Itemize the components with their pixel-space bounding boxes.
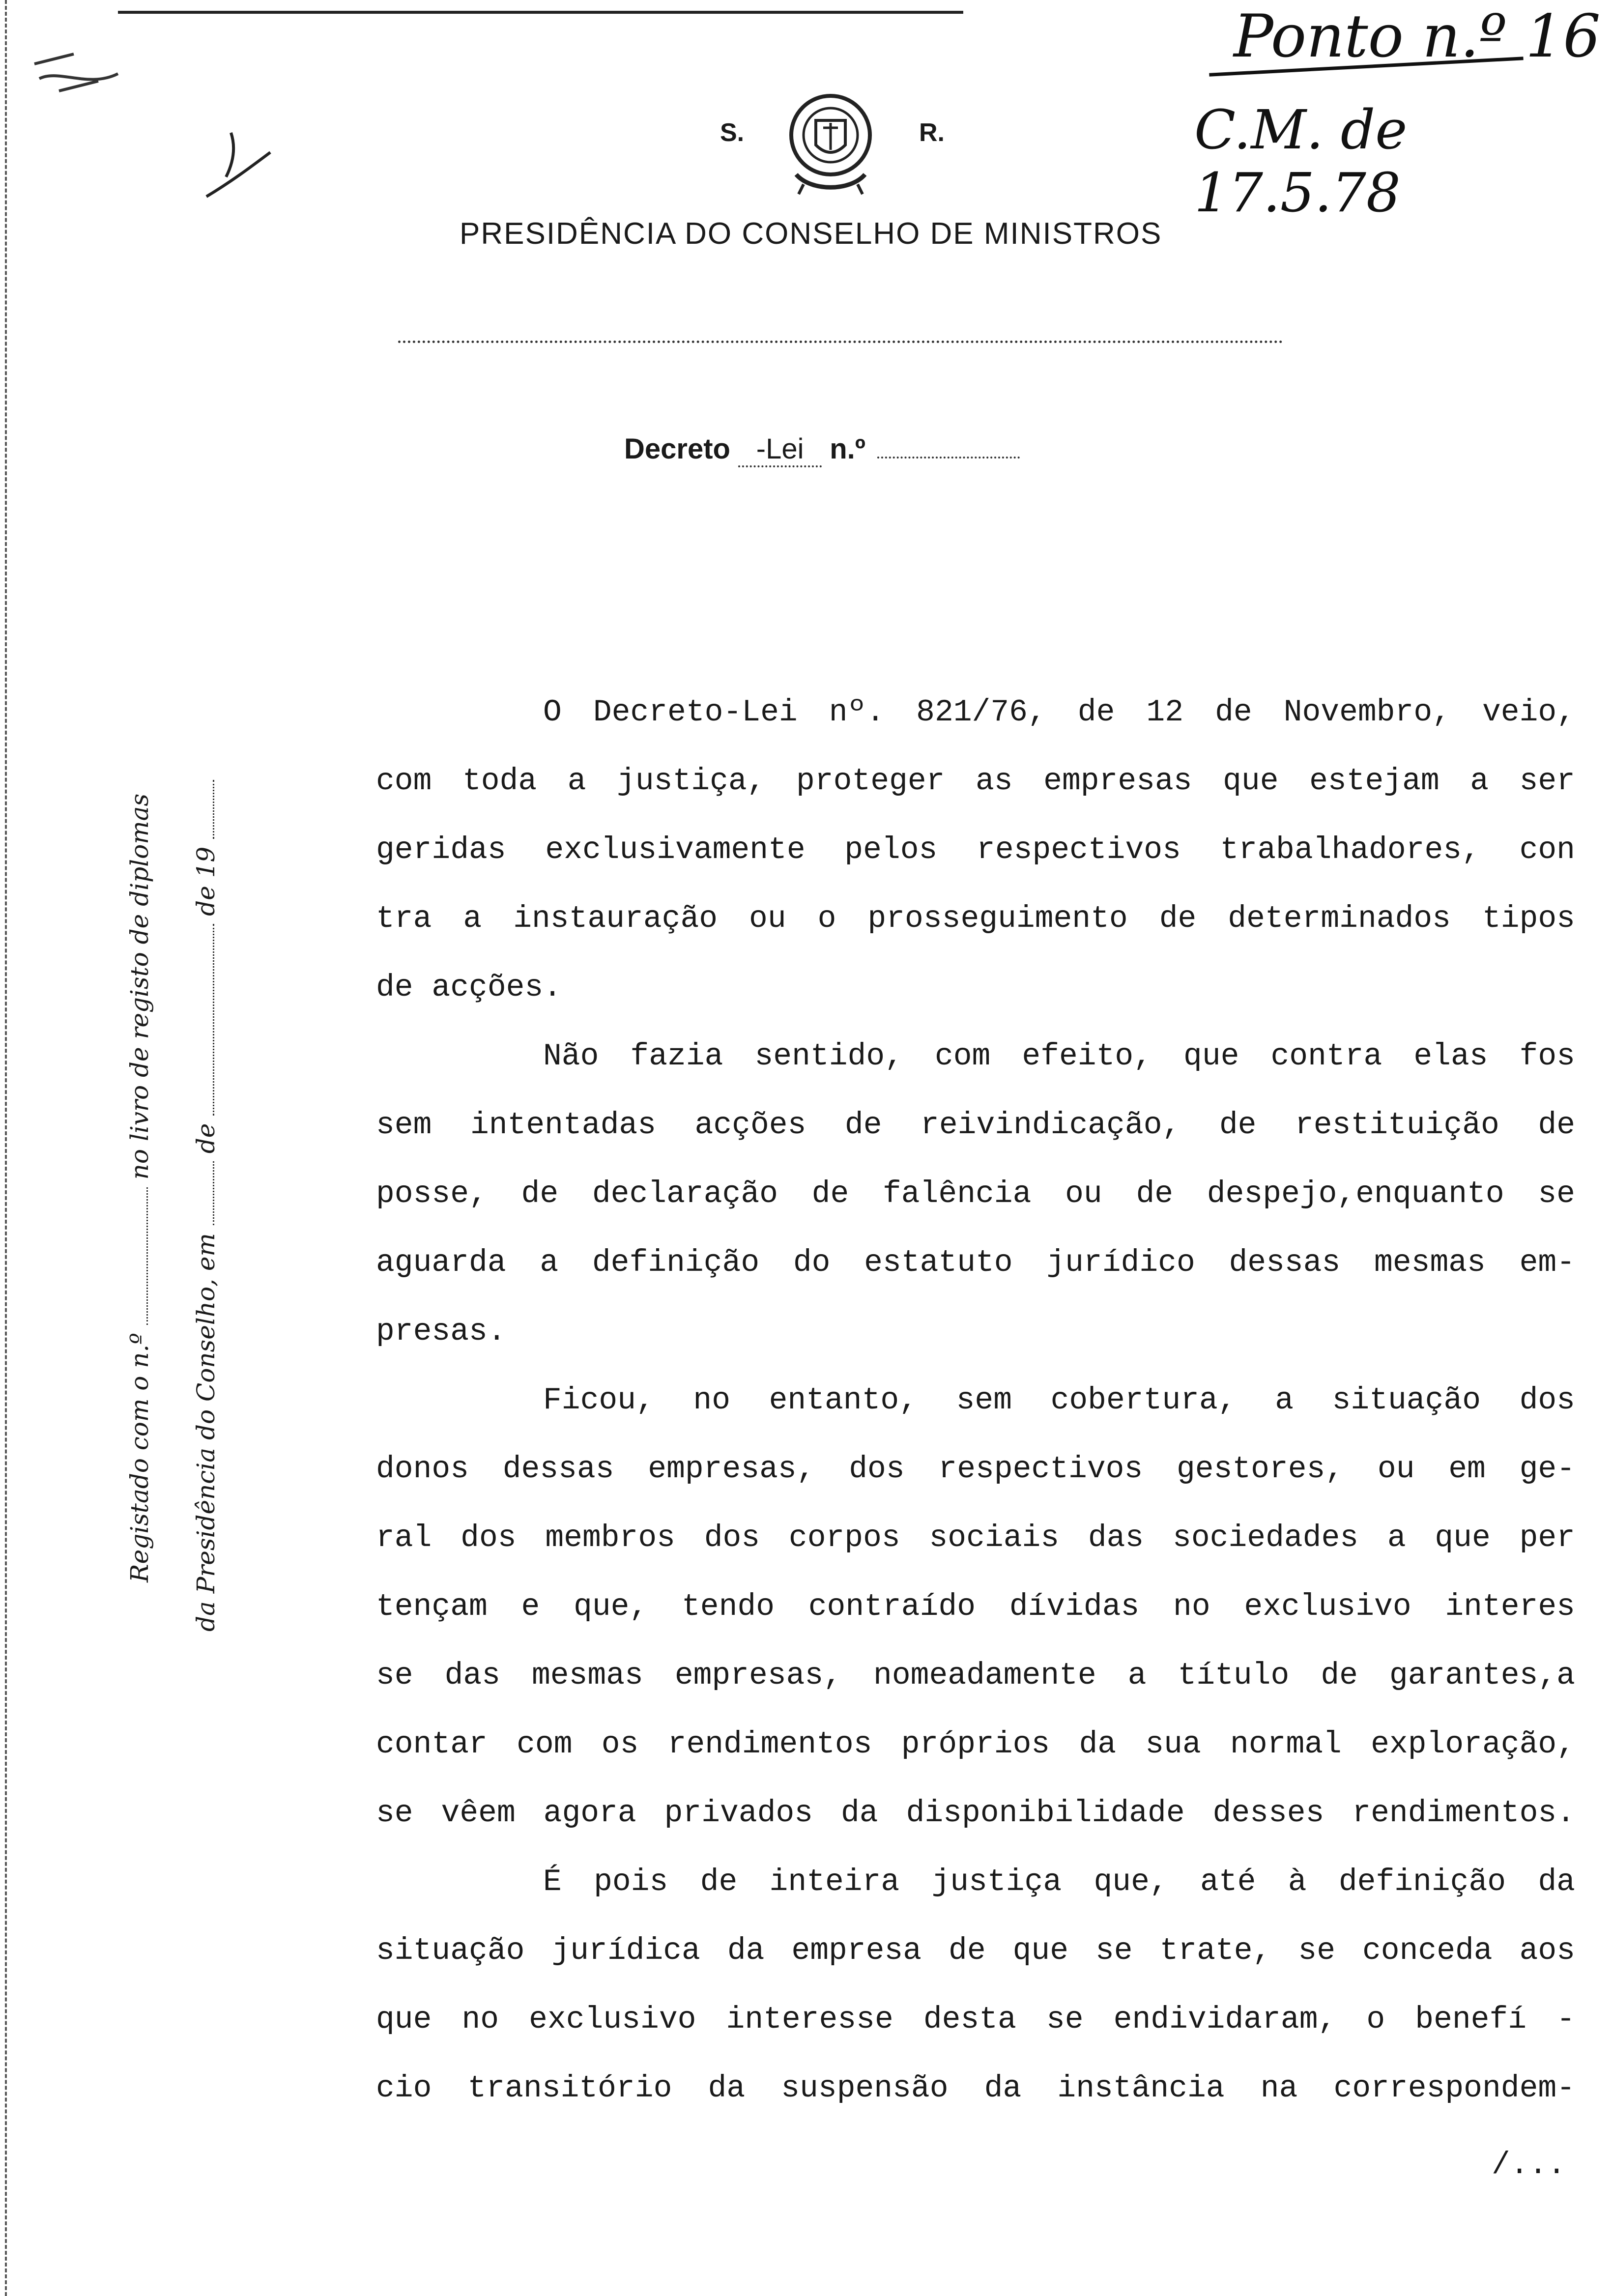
header-s-letter: S. xyxy=(720,118,745,147)
paragraph-2 xyxy=(376,1022,1575,1366)
registration-month-blank xyxy=(213,924,214,1116)
text-line: posse, de declaração de falência ou de despejo,enquanto se xyxy=(376,1177,1575,1211)
text-line: ral dos membros dos corpos sociais das sociedades a que per xyxy=(376,1521,1575,1555)
decree-heading xyxy=(624,432,1020,467)
registration-note-line-1 xyxy=(125,794,154,1582)
paragraph-4 xyxy=(376,1848,1575,2123)
page-left-edge xyxy=(5,0,7,2296)
registration-note-text: da Presidência do Conselho, em xyxy=(192,1233,220,1632)
text-line: sem intentadas acções de reivindicação, de restituição de xyxy=(376,1108,1575,1143)
handwritten-annotation-ponto: Ponto n.º 16 xyxy=(1234,2,1601,71)
text-line: que no exclusivo interesse desta se endividaram, o benefí - xyxy=(376,2002,1575,2037)
continuation-mark: /... xyxy=(1492,2148,1566,2182)
registration-day-blank xyxy=(213,1161,214,1225)
text-line: situação jurídica da empresa de que se trate, se conceda aos xyxy=(376,1933,1575,1968)
text-line: se das mesmas empresas, nomeadamente a título de garantes,a xyxy=(376,1658,1575,1693)
registration-year-blank xyxy=(213,780,214,839)
coat-of-arms-icon xyxy=(781,86,880,199)
text-line: com toda a justiça, proteger as empresas que estejam a ser xyxy=(376,764,1575,799)
registration-note-line-2 xyxy=(192,780,220,1632)
text-line: de acções. xyxy=(376,970,562,1005)
text-line: tençam e que, tendo contraído dívidas no exclusivo interes xyxy=(376,1589,1575,1624)
text-line: Ficou, no entanto, sem cobertura, a situação dos xyxy=(543,1383,1575,1418)
paragraph-3 xyxy=(376,1366,1575,1848)
handwritten-mark-icon xyxy=(29,44,128,113)
page-title: PRESIDÊNCIA DO CONSELHO DE MINISTROS xyxy=(460,217,1162,251)
text-line: aguarda a definição do estatuto jurídico dessas mesmas em- xyxy=(376,1245,1575,1280)
registration-note-text: de 19 xyxy=(192,846,220,916)
text-line: cio transitório da suspensão da instância na correspondem- xyxy=(376,2071,1575,2106)
decree-body xyxy=(376,678,1575,2123)
text-line: donos dessas empresas, dos respectivos gestores, ou em ge- xyxy=(376,1452,1575,1487)
decree-number-blank xyxy=(877,457,1020,459)
decree-label: Decreto xyxy=(624,433,730,465)
text-line: geridas exclusivamente pelos respectivos trabalhadores, con xyxy=(376,832,1575,867)
dotted-separator xyxy=(398,341,1283,343)
text-line: se vêem agora privados da disponibilidade desses rendimentos. xyxy=(376,1796,1575,1831)
registration-note-text: Registado com o n.º xyxy=(125,1333,154,1582)
registration-note-text: de xyxy=(192,1123,220,1154)
text-line: É pois de inteira justiça que, até à definição da xyxy=(543,1865,1575,1899)
handwritten-annotation-date: C.M. de 17.5.78 xyxy=(1194,98,1408,224)
handwritten-tick-icon xyxy=(197,128,275,206)
text-line: Não fazia sentido, com efeito, que contra elas fos xyxy=(543,1039,1575,1074)
text-line: tra a instauração ou o prosseguimento de determinados tipos xyxy=(376,901,1575,936)
text-line: O Decreto-Lei nº. 821/76, de 12 de Novembro, veio, xyxy=(543,695,1575,730)
decree-number-label: n.º xyxy=(830,433,865,465)
top-rule xyxy=(118,11,963,14)
decree-type: -Lei xyxy=(738,432,822,467)
paragraph-1 xyxy=(376,678,1575,1022)
text-line: contar com os rendimentos próprios da sua normal exploração, xyxy=(376,1727,1575,1762)
registration-number-blank xyxy=(146,1187,148,1325)
registration-note-text: no livro de registo de diplomas xyxy=(125,793,154,1180)
header-r-letter: R. xyxy=(919,118,945,147)
text-line: presas. xyxy=(376,1314,506,1349)
